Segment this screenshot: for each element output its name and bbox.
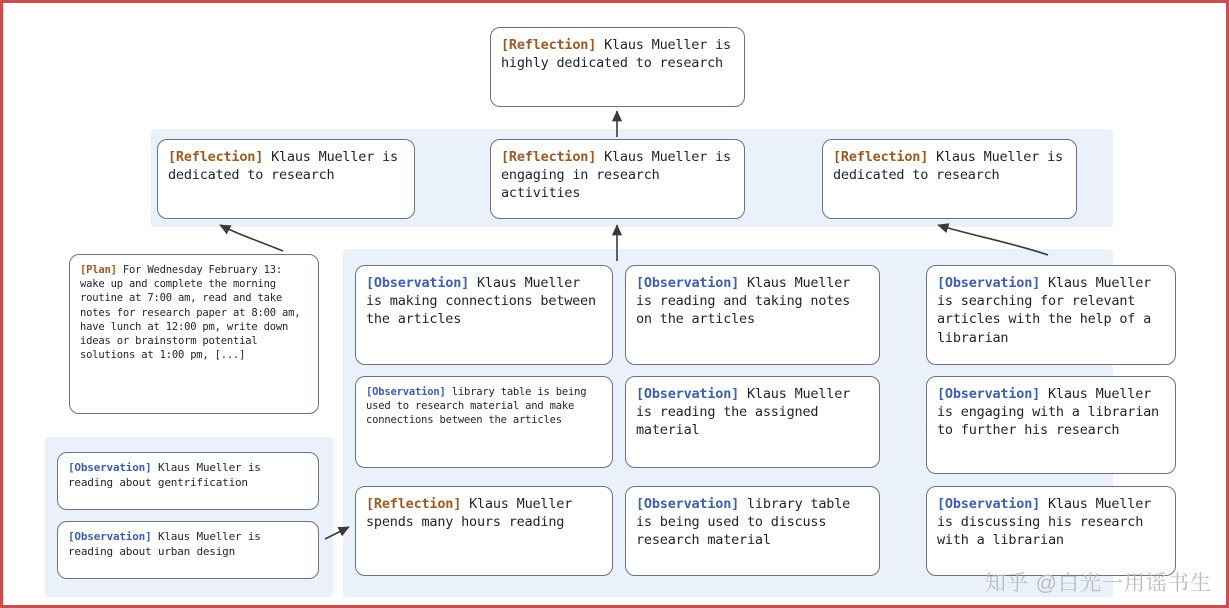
observation-node-assigned-material-text: Klaus Mueller is reading the assigned material — [636, 386, 851, 439]
observation-node-discussing-librarian-text: Klaus Mueller is discussing his research with a librarian — [937, 496, 1152, 549]
observation-node-library-table-connections-tag: [Observation] — [366, 386, 446, 398]
reflection-node-right[interactable] — [822, 139, 1077, 219]
reflection-node-hours-reading[interactable] — [355, 486, 613, 576]
observation-node-library-table-connections[interactable] — [355, 376, 613, 468]
observation-node-left-urban-design[interactable] — [57, 521, 319, 579]
plan-node[interactable] — [69, 254, 319, 414]
reflection-node-right-tag: [Reflection] — [833, 149, 929, 165]
observation-node-left-urban-design-text: Klaus Mueller is reading about urban design — [68, 530, 261, 558]
top-reflection-node-text: Klaus Mueller is highly dedicated to research — [501, 37, 731, 72]
observation-node-assigned-material[interactable] — [625, 376, 880, 468]
reflection-node-hours-reading-tag: [Reflection] — [366, 496, 462, 512]
reflection-node-center-tag: [Reflection] — [501, 149, 597, 165]
observation-node-reading-notes[interactable] — [625, 265, 880, 365]
observation-node-searching-articles-text: Klaus Mueller is searching for relevant articles with the help of a librarian — [937, 275, 1152, 346]
watermark: 知乎 @白光一用谣书生 — [984, 572, 1212, 595]
reflection-node-hours-reading-text: Klaus Mueller spends many hours reading — [366, 496, 573, 531]
observation-node-assigned-material-tag: [Observation] — [636, 386, 740, 402]
plan-node-text: For Wednesday February 13: wake up and complete the morning routine at 7:00 am, read and take notes for research paper at 8:00 am, have lunch at 12:00 pm, write down ideas or brainstorm potential solutions at 1:00 pm, [...] — [80, 264, 301, 362]
reflection-node-right-text: Klaus Mueller is dedicated to research — [833, 149, 1063, 184]
observation-node-left-urban-design-tag: [Observation] — [68, 530, 152, 543]
observation-node-discuss-research-material-tag: [Observation] — [636, 496, 740, 512]
observation-node-library-table-connections-text: library table is being used to research material and make connections between the articles — [366, 386, 587, 427]
reflection-node-left-text: Klaus Mueller is dedicated to research — [168, 149, 398, 184]
top-reflection-node[interactable] — [490, 27, 745, 107]
observation-node-reading-notes-text: Klaus Mueller is reading and taking notes on the articles — [636, 275, 851, 328]
observation-node-engaging-librarian[interactable] — [926, 376, 1176, 474]
observation-node-discussing-librarian[interactable] — [926, 486, 1176, 576]
observation-node-discuss-research-material[interactable] — [625, 486, 880, 576]
reflection-node-center-text: Klaus Mueller is engaging in research activities — [501, 149, 731, 202]
reflection-node-left[interactable] — [157, 139, 415, 219]
observation-node-left-gentrification-text: Klaus Mueller is reading about gentrification — [68, 461, 261, 489]
observation-node-connections[interactable] — [355, 265, 613, 365]
observation-node-discussing-librarian-tag: [Observation] — [937, 496, 1041, 512]
observation-node-connections-tag: [Observation] — [366, 275, 470, 291]
observation-node-engaging-librarian-tag: [Observation] — [937, 386, 1041, 402]
observation-node-searching-articles[interactable] — [926, 265, 1176, 365]
observation-node-left-gentrification-tag: [Observation] — [68, 461, 152, 474]
reflection-node-left-tag: [Reflection] — [168, 149, 264, 165]
observation-node-left-gentrification[interactable] — [57, 452, 319, 510]
observation-node-connections-text: Klaus Mueller is making connections between the articles — [366, 275, 596, 328]
observation-node-reading-notes-tag: [Observation] — [636, 275, 740, 291]
arrow-plan-to-reflection-left — [220, 225, 283, 251]
observation-node-searching-articles-tag: [Observation] — [937, 275, 1041, 291]
reflection-node-center[interactable] — [490, 139, 745, 219]
top-reflection-node-tag: [Reflection] — [501, 37, 597, 53]
observation-node-engaging-librarian-text: Klaus Mueller is engaging with a librarian to further his research — [937, 386, 1159, 439]
plan-node-tag: [Plan] — [80, 264, 117, 276]
observation-node-discuss-research-material-text: library table is being used to discuss research material — [636, 496, 851, 549]
